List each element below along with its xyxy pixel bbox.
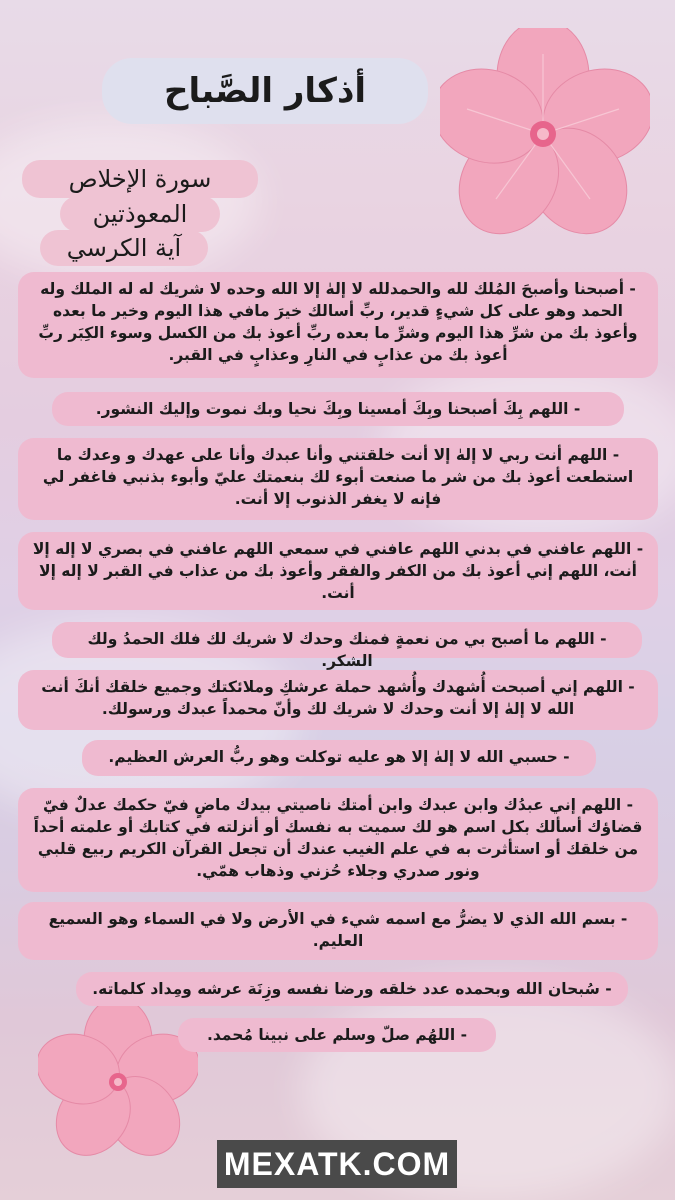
dhikr-item: - اللهم عافني في بدني اللهم عافني في سمعي اللهم عافني في بصري لا إله إلا أنت، اللهم إني أعوذ بك من الكفر والفقر وأعوذ بك من عذاب في القبر لا إله إلا أنت.: [18, 532, 658, 610]
dhikr-item: - حسبي الله لا إلهٰ إلا هو عليه توكلت وهو ربُّ العرش العظيم.: [82, 740, 596, 776]
dhikr-item: - اللهم ما أصبح بي من نعمةٍ فمنك وحدك لا شريك لك فلك الحمدُ ولك الشكر.: [52, 622, 642, 658]
dhikr-item: - اللهم إني أصبحت أُشهدك وأُشهد حملة عرشكِ وملائكتك وجميع خلقك أنكَ أنت الله لا إلهٰ إلا أنت وحدك لا شريك لك وأنّ محمداً عبدك ورسولك.: [18, 670, 658, 730]
dhikr-item: - اللهم بِكَ أصبحنا وبِكَ أمسينا وبِكَ نحيا وبك نموت وإليك النشور.: [52, 392, 624, 426]
surah-label: سورة الإخلاص: [22, 160, 258, 198]
dhikr-item: - بسم الله الذي لا يضرُّ مع اسمه شيء في الأرض ولا في السماء وهو السميع العليم.: [18, 902, 658, 960]
surah-label: آية الكرسي: [40, 230, 208, 266]
flower-icon: [440, 28, 650, 248]
dhikr-item: - سُبحان الله وبحمده عدد خلقه ورضا نفسه وزِنَة عرشه ومِداد كلماته.: [76, 972, 628, 1006]
dhikr-item: - اللهم إني عبدُك وابن عبدك وابن أمتك ناصيتي بيدك ماضٍ فيّ حكمك عدلٌ فيّ قضاؤك أسألك بكل اسم هو لك سميت به نفسك أو أنزلته في كتابك أو علمته أحداً من خلقك أو استأثرت به في علم الغيب عندك أن تجعل القرآن الكريم ربيع قلبي ونور صدري وجلاء حُزني وذهاب همّي.: [18, 788, 658, 892]
surah-label: المعوذتين: [60, 196, 220, 232]
watermark-logo: MEXATK.COM: [217, 1140, 457, 1188]
dhikr-item: - اللهم أنت ربي لا إلهٰ إلا أنت خلقتني وأنا عبدك وأنا على عهدك و وعدك ما استطعت أعوذ بك من شر ما صنعت أبوء لك بنعمتك عليّ وأبوء بذنبي فاغفر لي فإنه لا يغفر الذنوب إلا أنت.: [18, 438, 658, 520]
flower-icon: [38, 1000, 198, 1170]
page-title: أذكار الصَّباح: [102, 58, 428, 124]
dhikr-item: - أصبحنا وأصبحَ المُلك لله والحمدلله لا إلهٰ إلا الله وحده لا شريك له له الملك وله الحمد وهو على كل شيءٍ قدير، ربِّ أسالك خيرَ مافي هذا اليوم وخير ما بعده وأعوذ بك من شرِّ هذا اليوم وشرِّ ما بعده ربِّ أعوذ بك من الكسل وسوء الكِبَر ربِّ أعوذ بك من عذابٍ في النارِ وعذابٍ في القبر.: [18, 272, 658, 378]
dhikr-item: - اللهُم صلّ وسلم على نبينا مُحمد.: [178, 1018, 496, 1052]
